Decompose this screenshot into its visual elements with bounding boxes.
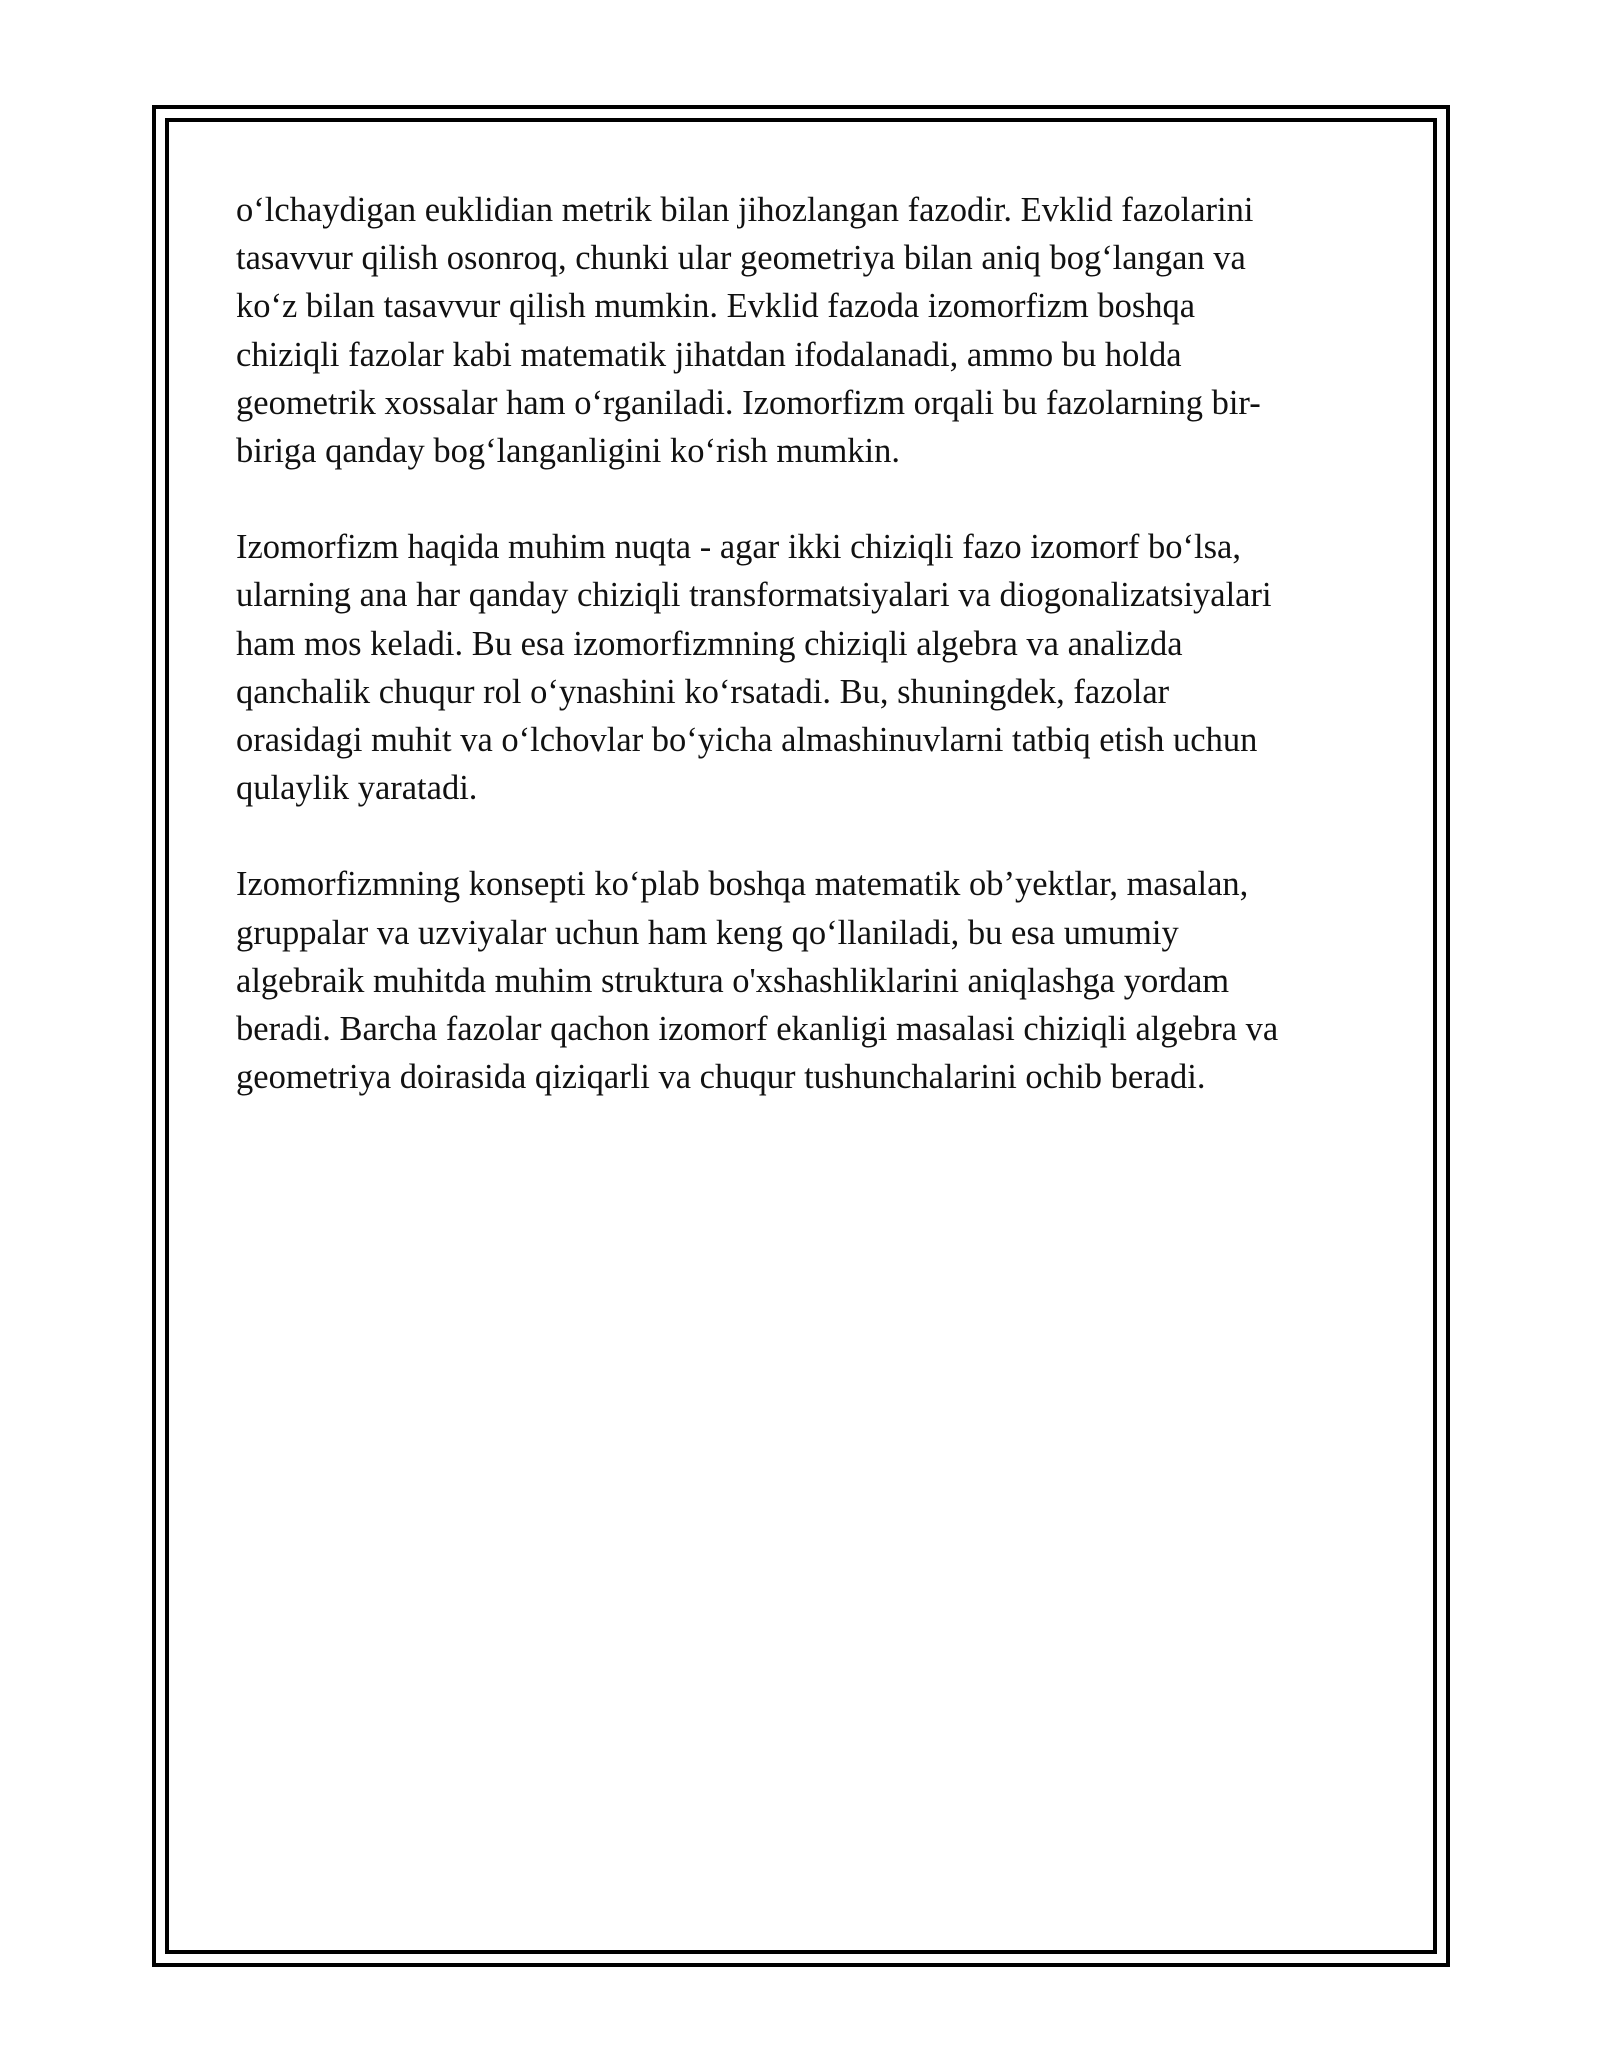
paragraph-2: Izomorfizm haqida muhim nuqta - agar ikki chiziqli fazo izomorf bo‘lsa, ularning ana har qanday chiziqli transformatsiyalari va diogonalizatsiyalari ham mos keladi. Bu esa izomorfizmning chiziqli algebra va analizda qanchalik chuqur rol o‘ynashini ko‘rsatadi. Bu, shuningdek, fazolar orasidagi muhit va o‘lchovlar bo‘yicha almashinuvlarni tatbiq etish uchun qulaylik yaratadi. [236,528,1272,808]
document-body [236,186,1356,1149]
paragraph-3: Izomorfizmning konsepti ko‘plab boshqa matematik ob’yektlar, masalan, gruppalar va uzviyalar uchun ham keng qo‘llaniladi, bu esa umumiy algebraik muhitda muhim struktura o'xshashliklarini aniqlashga yordam beradi. Barcha fazolar qachon izomorf ekanligi masalasi chiziqli algebra va geometriya doirasida qiziqarli va chuqur tushunchalarini ochib beradi. [236,865,1279,1097]
paragraph-1: o‘lchaydigan euklidian metrik bilan jihozlangan fazodir. Evklid fazolarini tasavvur qilish osonroq, chunki ular geometriya bilan aniq bog‘langan va ko‘z bilan tasavvur qilish mumkin. Evklid fazoda izomorfizm boshqa chiziqli fazolar kabi matematik jihatdan ifodalanadi, ammo bu holda geometrik xossalar ham o‘rganiladi. Izomorfizm orqali bu fazolarning bir- biriga qanday bog‘langanligini ko‘rish mumkin. [236,191,1261,471]
